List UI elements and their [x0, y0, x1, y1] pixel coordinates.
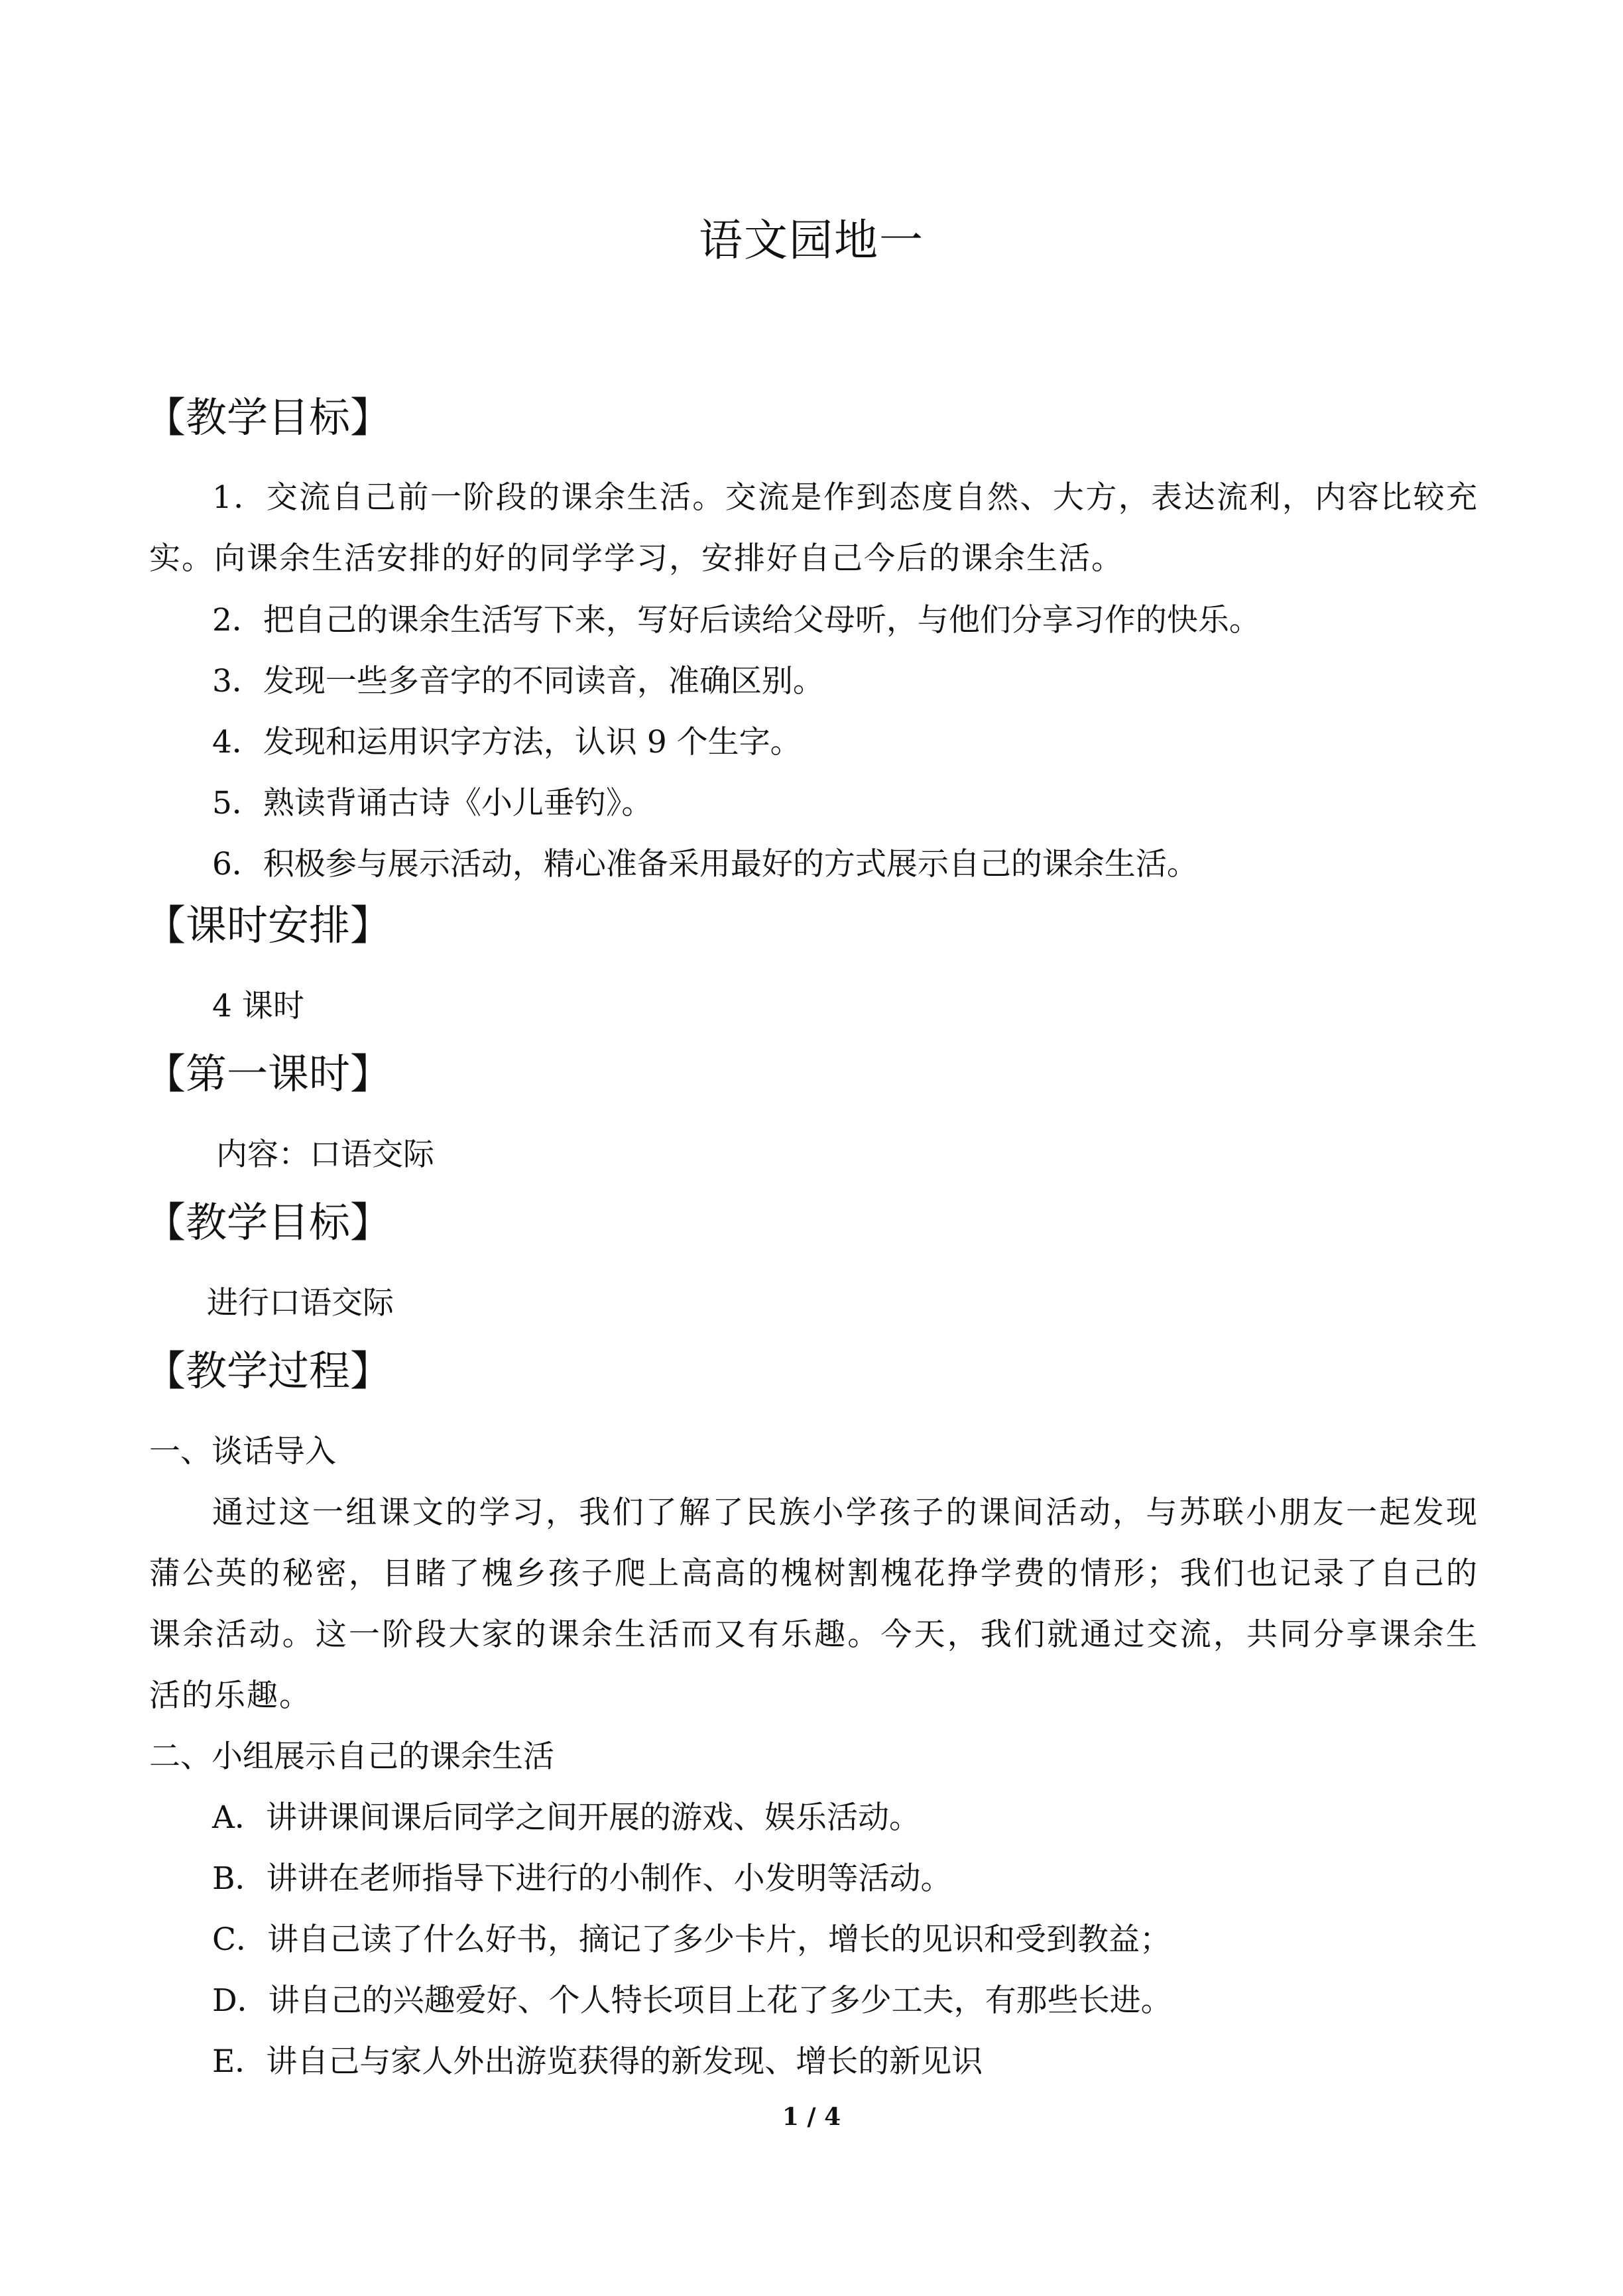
page-number: 1 / 4 — [782, 2103, 841, 2131]
teaching-goal-text: 进行口语交际 — [207, 1285, 394, 1321]
step2-item-b: B．讲讲在老师指导下进行的小制作、小发明等活动。 — [212, 1860, 952, 1897]
heading-teaching-process: 【教学过程】 — [145, 1347, 392, 1395]
heading-teaching-goals-2: 【教学目标】 — [145, 1198, 392, 1246]
goal-item-5: 5．熟读背诵古诗《小儿垂钓》。 — [212, 785, 653, 821]
page-title: 语文园地一 — [699, 215, 924, 266]
heading-first-lesson: 【第一课时】 — [145, 1050, 392, 1098]
step2-item-d: D．讲自己的兴趣爱好、个人特长项目上花了多少工夫，有那些长进。 — [212, 1982, 1172, 2019]
step2-title: 二、小组展示自己的课余生活 — [149, 1738, 554, 1775]
goal-item-1: 1．交流自己前一阶段的课余生活。交流是作到态度自然、大方，表达流利，内容比较充实。向课余生活安排的好的同学学习，安排好自己今后的课余生活。 — [149, 479, 1478, 577]
first-lesson-content: 内容：口语交际 — [216, 1136, 434, 1173]
goal-item-4: 4．发现和运用识字方法，认识 9 个生字。 — [212, 724, 802, 760]
step2-item-a: A．讲讲课间课后同学之间开展的游戏、娱乐活动。 — [212, 1799, 920, 1836]
goal-item-3: 3．发现一些多音字的不同读音，准确区别。 — [212, 663, 824, 699]
step2-item-e: E．讲自己与家人外出游览获得的新发现、增长的新见识 — [212, 2043, 983, 2080]
schedule-text: 4 课时 — [212, 988, 304, 1024]
goal-item-2: 2．把自己的课余生活写下来，写好后读给父母听，与他们分享习作的快乐。 — [212, 602, 1260, 638]
goal-item-6: 6．积极参与展示活动，精心准备采用最好的方式展示自己的课余生活。 — [212, 846, 1198, 882]
heading-schedule: 【课时安排】 — [145, 901, 392, 949]
step1-title: 一、谈话导入 — [149, 1433, 336, 1470]
step1-text: 通过这一组课文的学习，我们了解了民族小学孩子的课间活动，与苏联小朋友一起发现蒲公英的秘密，目睹了槐乡孩子爬上高高的槐树割槐花挣学费的情形；我们也记录了自己的课余活动。这一阶段大家的课余生活而又有乐趣。今天，我们就通过交流，共同分享课余生活的乐趣。 — [149, 1494, 1478, 1714]
step2-item-c: C．讲自己读了什么好书，摘记了多少卡片，增长的见识和受到教益； — [212, 1921, 1171, 1958]
heading-teaching-goals: 【教学目标】 — [145, 393, 392, 442]
